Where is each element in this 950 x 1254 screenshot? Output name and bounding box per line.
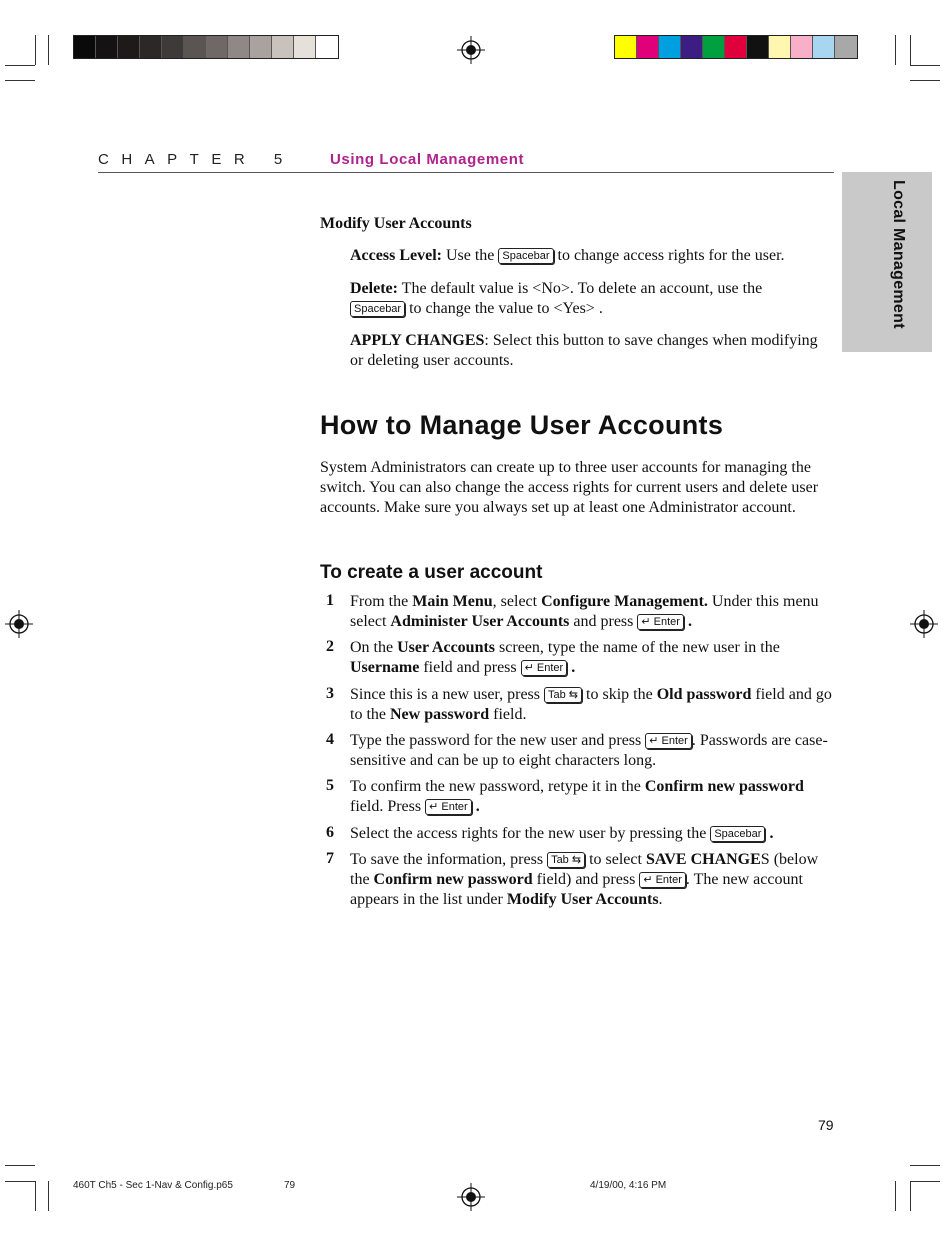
step-text-part: Select the access rights for the new user by pressing the <box>350 825 711 842</box>
step-emphasis: Confirm new password <box>373 871 533 888</box>
gray-swatch <box>250 36 272 58</box>
color-swatch <box>769 36 791 58</box>
side-tab-label: Local Management <box>890 180 907 329</box>
grayscale-color-bar <box>73 35 339 59</box>
enter-key: ↵ Enter <box>645 733 692 749</box>
step-emphasis: Username <box>350 659 420 676</box>
step-text-part: . <box>471 798 480 815</box>
step-7-text <box>350 850 832 910</box>
crop-mark <box>910 1181 940 1182</box>
spacebar-key: Spacebar <box>498 248 553 264</box>
step-number: 2 <box>326 638 334 655</box>
crop-mark <box>895 1181 896 1211</box>
step-text-part: To confirm the new password, retype it in the <box>350 778 645 795</box>
tab-key: Tab ⇆ <box>547 852 585 868</box>
footer-date: 4/19/00, 4:16 PM <box>590 1180 667 1191</box>
step-3-text <box>350 685 832 725</box>
color-swatch <box>703 36 725 58</box>
page-number: 79 <box>818 1117 834 1133</box>
step-number: 4 <box>326 731 334 748</box>
step-text-part: . <box>683 613 692 630</box>
step-5-text <box>350 777 832 817</box>
step-text-part: . <box>765 825 774 842</box>
crop-mark <box>5 65 35 66</box>
color-swatch <box>813 36 835 58</box>
gray-swatch <box>184 36 206 58</box>
footer-page: 79 <box>284 1180 296 1191</box>
gray-swatch <box>140 36 162 58</box>
step-text-part: . <box>567 659 576 676</box>
crop-mark <box>48 1181 49 1211</box>
registration-mark-icon <box>457 1183 485 1211</box>
crop-mark <box>910 1181 911 1211</box>
enter-key: ↵ Enter <box>637 614 684 630</box>
gray-swatch <box>294 36 316 58</box>
step-text-part: to skip the <box>582 686 657 703</box>
step-text-part: and press <box>569 613 638 630</box>
crop-mark <box>910 80 940 81</box>
step-text-part: field) and press <box>532 871 640 888</box>
step-number: 6 <box>326 824 334 841</box>
step-emphasis: Configure Management. <box>541 593 708 610</box>
step-number: 7 <box>326 850 334 867</box>
step-emphasis: User Accounts <box>397 639 496 656</box>
section-title: How to Manage User Accounts <box>320 410 724 440</box>
step-text-part: On the <box>350 639 398 656</box>
step-text-part: . The new account appears in the list under <box>350 871 803 908</box>
delete-label: Delete: <box>350 280 398 297</box>
step-number: 5 <box>326 777 334 794</box>
gray-swatch <box>162 36 184 58</box>
color-swatch <box>725 36 747 58</box>
delete-paragraph <box>350 279 830 319</box>
step-text-part: field and go to the <box>350 686 832 723</box>
step-text-part: Under this menu select <box>350 593 819 630</box>
step-1-text <box>350 592 832 632</box>
crop-mark <box>910 35 911 65</box>
section-side-tab <box>842 172 932 352</box>
step-emphasis: Administer User Accounts <box>390 613 570 630</box>
step-text-part: screen, type the name of the new user in the <box>495 639 780 656</box>
crop-mark <box>910 65 940 66</box>
enter-key: ↵ Enter <box>425 799 472 815</box>
step-text-part: . Passwords are case-sensitive and can be up to eight characters long. <box>350 732 828 769</box>
enter-key: ↵ Enter <box>521 660 568 676</box>
gray-swatch <box>74 36 96 58</box>
delete-text-2: to change the value to <Yes> . <box>405 300 603 317</box>
crop-mark <box>910 1165 940 1166</box>
gray-swatch <box>118 36 140 58</box>
step-emphasis: Main Menu <box>412 593 493 610</box>
step-emphasis: New password <box>390 706 490 723</box>
step-text-part: S (below the <box>350 851 819 888</box>
registration-mark-icon <box>5 610 33 638</box>
color-swatch <box>615 36 637 58</box>
color-swatch <box>659 36 681 58</box>
color-swatch <box>835 36 857 58</box>
crop-mark <box>5 1165 35 1166</box>
crop-mark <box>895 35 896 65</box>
step-2-text <box>350 638 832 678</box>
crop-mark <box>5 80 35 81</box>
chapter-title: Using Local Management <box>330 151 525 168</box>
enter-key: ↵ Enter <box>639 872 686 888</box>
step-text-part: , select <box>492 593 542 610</box>
color-swatch <box>791 36 813 58</box>
crop-mark <box>48 35 49 65</box>
step-text-part: to select <box>585 851 646 868</box>
apply-changes-paragraph <box>350 331 820 371</box>
modify-heading: Modify User Accounts <box>320 215 472 232</box>
step-6-text <box>350 824 832 844</box>
registration-mark-icon <box>457 36 485 64</box>
step-emphasis: Confirm new password <box>644 778 804 795</box>
step-text-part: field and press <box>419 659 521 676</box>
registration-mark-icon <box>910 610 938 638</box>
step-text-part: To save the information, press <box>350 851 548 868</box>
gray-swatch <box>206 36 228 58</box>
color-swatch <box>681 36 703 58</box>
spacebar-key: Spacebar <box>710 826 765 842</box>
color-swatch <box>637 36 659 58</box>
spacebar-key: Spacebar <box>350 301 405 317</box>
apply-changes-label: APPLY CHANGES <box>350 332 485 349</box>
access-level-label: Access Level: <box>350 247 442 264</box>
crop-mark <box>35 35 36 65</box>
step-number: 3 <box>326 685 334 702</box>
process-color-bar <box>614 35 858 59</box>
tab-key: Tab ⇆ <box>544 687 582 703</box>
access-level-paragraph <box>350 246 830 266</box>
gray-swatch <box>96 36 118 58</box>
color-swatch <box>747 36 769 58</box>
step-emphasis: SAVE CHANGE <box>645 851 761 868</box>
step-4-text <box>350 731 832 771</box>
chapter-label: CHAPTER 5 <box>98 151 295 168</box>
access-level-text-1: Use the <box>441 247 499 264</box>
crop-mark <box>35 1181 36 1211</box>
step-emphasis: Modify User Accounts <box>506 891 659 908</box>
step-text-part: Type the password for the new user and press <box>350 732 646 749</box>
gray-swatch <box>228 36 250 58</box>
access-level-text-2: to change access rights for the user. <box>553 247 785 264</box>
footer-file-name: 460T Ch5 - Sec 1-Nav & Config.p65 <box>73 1180 233 1191</box>
crop-mark <box>5 1181 35 1182</box>
chapter-header <box>98 150 834 173</box>
step-text-part: From the <box>350 593 413 610</box>
step-emphasis: Old password <box>656 686 752 703</box>
step-number: 1 <box>326 592 334 609</box>
gray-swatch <box>316 36 338 58</box>
delete-text-1: The default value is <No>. To delete an account, use the <box>397 280 763 297</box>
step-text-part: field. Press <box>350 798 426 815</box>
procedure-title: To create a user account <box>320 562 543 583</box>
step-text-part: . <box>658 891 663 908</box>
gray-swatch <box>272 36 294 58</box>
section-intro: System Administrators can create up to three user accounts for managing the switch. You can also change the access rights for current users and delete user accounts. Make sure you always set up at least one Administrator account. <box>320 459 819 516</box>
apply-changes-text: : Select this button to save changes when modifying or deleting user accounts. <box>350 332 818 369</box>
step-text-part: field. <box>489 706 527 723</box>
step-text-part: Since this is a new user, press <box>350 686 544 703</box>
